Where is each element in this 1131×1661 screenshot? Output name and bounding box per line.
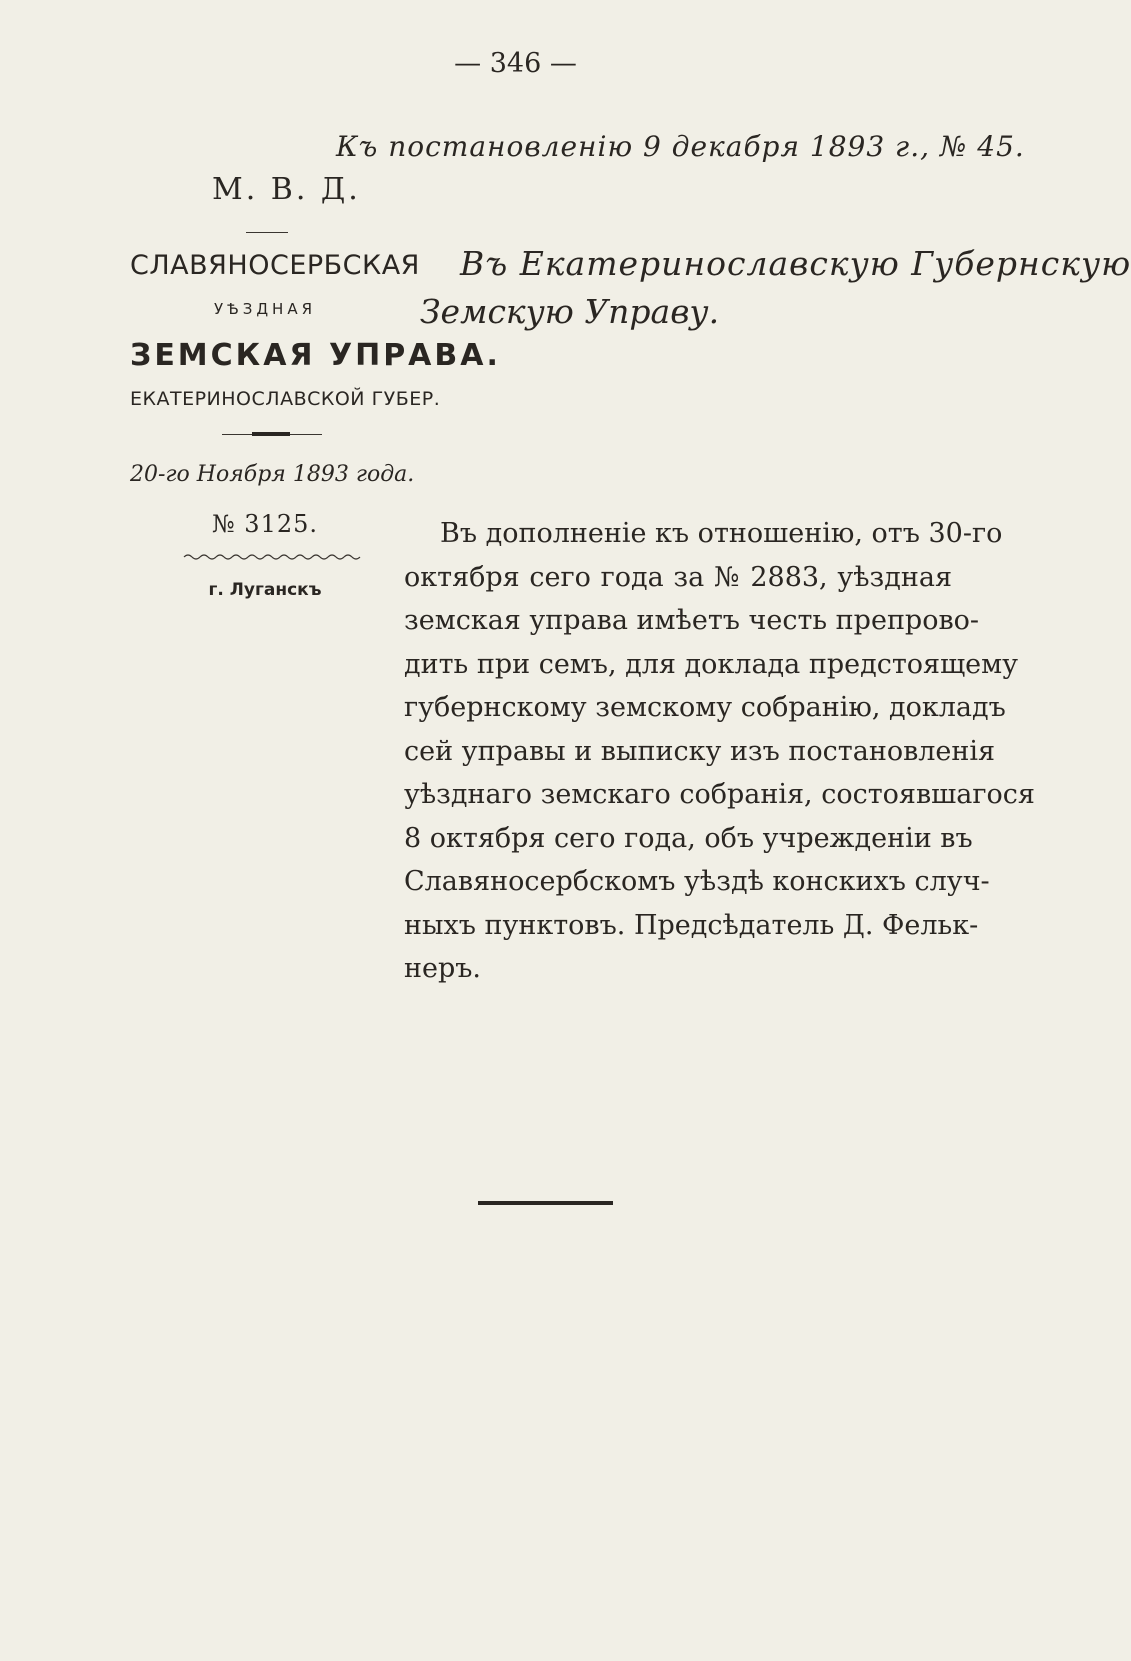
ministry-abbreviation: М. В. Д. [212, 172, 361, 207]
wavy-divider [184, 552, 360, 562]
letterhead-province: ЕКАТЕРИНОСЛАВСКОЙ ГУБЕР. [130, 388, 441, 410]
page-number: — 346 — [454, 48, 577, 79]
document-number: № 3125. [211, 510, 319, 538]
resolution-reference: Къ постановленію 9 декабря 1893 г., № 45. [336, 130, 1025, 163]
body-line: губернскому земскому собранію, докладъ [404, 692, 1006, 723]
body-line: дить при семъ, для доклада предстоящему [404, 648, 1019, 680]
body-line: октября сего года за № 2883, уѣздная [404, 561, 952, 593]
body-line: 8 октября сего года, объ учрежденіи въ [404, 822, 973, 854]
addressee-line-2: Земскую Управу. [420, 292, 720, 331]
body-line: уѣзднаго земскаго собранія, состоявшагося [404, 779, 1035, 810]
divider-short [246, 232, 288, 233]
letterhead-district-word: УѢЗДНАЯ [214, 300, 316, 318]
addressee-line-1: Въ Екатеринославскую Губернскую [460, 244, 1131, 283]
body-line: Славяносербскомъ уѣздѣ конскихъ случ- [404, 866, 990, 897]
body-line: земская управа имѣетъ честь препрово- [404, 605, 980, 636]
letterhead-council-name: СЛАВЯНОСЕРБСКАЯ [130, 250, 420, 281]
body-line: Въ дополненіе къ отношенію, отъ 30-го [440, 518, 1003, 549]
letter-body [404, 512, 1035, 991]
body-line: сей управы и выписку изъ постановленія [404, 735, 996, 767]
body-line: ныхъ пунктовъ. Предсѣдатель Д. Фельк- [404, 909, 979, 941]
body-line: неръ. [404, 953, 482, 984]
letterhead-board: ЗЕМСКАЯ УПРАВА. [130, 338, 501, 373]
letterhead-divider [222, 434, 322, 435]
end-divider [478, 1201, 613, 1205]
document-date: 20-го Ноября 1893 года. [130, 462, 415, 487]
document-city: г. Луганскъ [208, 580, 322, 600]
